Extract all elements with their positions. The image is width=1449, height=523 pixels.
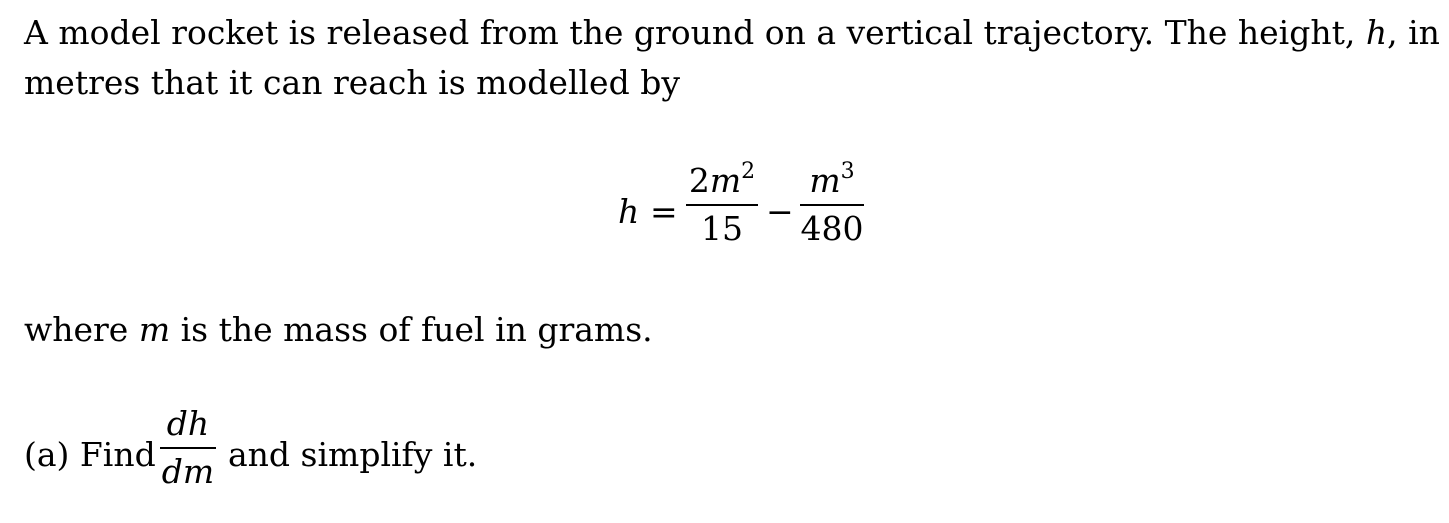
derivative-denominator: dm — [161, 452, 215, 491]
part-a-label: (a) Find — [24, 435, 156, 474]
part-a-instruction: and simplify it. — [228, 435, 478, 474]
variable-m: m — [138, 310, 171, 349]
equals-sign: = — [650, 192, 678, 231]
fraction-2-denominator: 480 — [800, 209, 864, 248]
fraction-bar — [800, 204, 864, 206]
variable-m: m — [709, 161, 742, 200]
fraction-bar — [160, 447, 216, 449]
definition-line — [24, 305, 653, 355]
fraction-1-denominator: 15 — [701, 209, 743, 248]
exponent: 2 — [741, 159, 756, 184]
equation-lhs: h — [618, 192, 640, 231]
definition-text-end: is the mass of fuel in grams. — [170, 310, 653, 349]
fraction-1-numerator — [686, 159, 758, 200]
variable-h: h — [1365, 13, 1388, 52]
derivative-numerator: dh — [166, 404, 210, 443]
fraction-bar — [686, 204, 758, 206]
minus-sign: − — [766, 192, 794, 231]
intro-text-start: A model rocket is released from the ground on a vertical trajectory. The height, — [24, 13, 1366, 52]
exponent: 3 — [840, 159, 855, 184]
fraction-2-numerator — [800, 159, 864, 200]
fraction-term-2 — [800, 159, 864, 248]
intro-line-2: metres that it can reach is modelled by — [24, 63, 680, 102]
variable-m: m — [809, 161, 841, 200]
intro-line-1 — [24, 8, 1440, 58]
derivative-fraction — [160, 405, 216, 491]
definition-text-start: where — [24, 310, 139, 349]
intro-text-end: , in — [1387, 13, 1440, 52]
fraction-term-1 — [686, 159, 758, 248]
coefficient: 2 — [688, 161, 710, 200]
